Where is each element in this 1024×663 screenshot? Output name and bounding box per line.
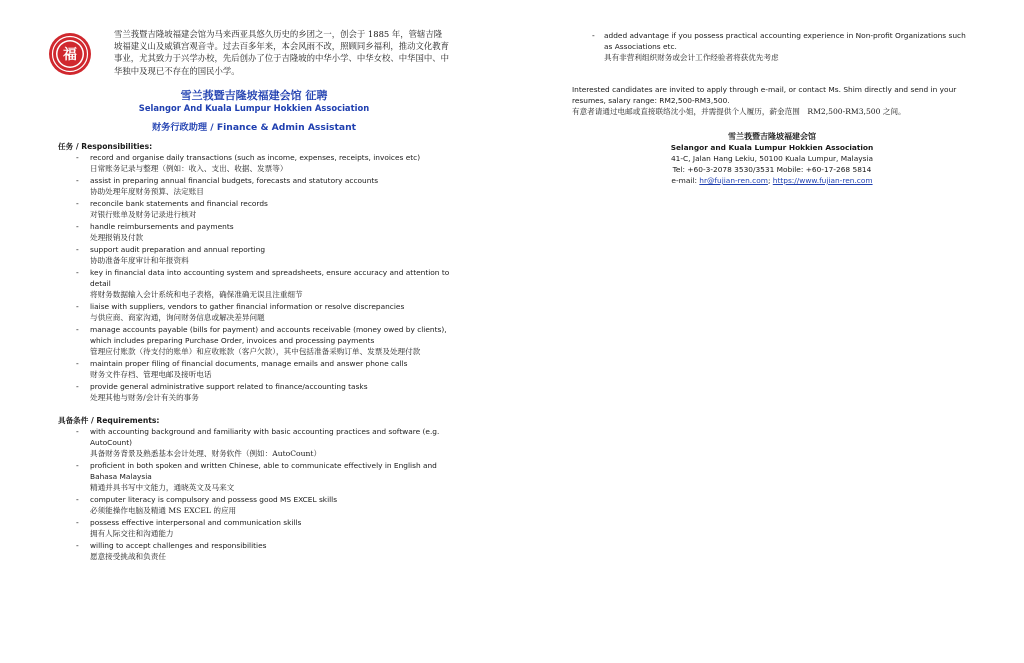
contact-address: 41-C, Jalan Hang Lekiu, 50100 Kuala Lumpur, Malaysia	[670, 154, 874, 163]
list-item: - manage accounts payable (bills for payment) and accounts receivable (money owed by clients), which includes preparing Purchase Order, invoices and processing payments 管理应付账款（待支付的账单）和应收账款（客户欠款），其中包括准备采购订单、发票及处理付款	[76, 324, 447, 356]
list-item: - provide general administrative support related to finance/accounting tasks 处理其他与财务/会计有关的事务	[76, 381, 368, 402]
intro-text: 雪兰莪暨吉隆坡福建会馆为马来西亚具悠久历史的乡团之一，创会于 1885 年，管辖吉隆坡福建义山及威镇宫观音寺。过去百多年来，本会风雨不改，照顾同乡福利，推动文化教育事业，尤其致力于兴学办校，先后创办了位于吉隆坡的中华小学、中华女校、中华国中、中华独中及现已不存在的国民小学。	[114, 29, 449, 76]
contact-block	[572, 130, 972, 186]
list-item: - maintain proper filing of financial documents, manage emails and answer phone calls 财务文件存档、管理电邮及接听电话	[76, 358, 408, 379]
advantage-cn: 具有非营利组织财务或会计工作经验者将获优先考虑	[604, 53, 779, 62]
responsibilities-title: 任务 / Responsibilities:	[58, 141, 153, 151]
requirements-list	[58, 426, 450, 563]
list-item: - support audit preparation and annual reporting 协助准备年度审计和年报资料	[76, 244, 266, 265]
apply-cn: 有意者请通过电邮或直接联络沈小姐，并需提供个人履历，薪金范围 RM2,500-RM3,500 之间。	[572, 107, 906, 116]
list-item: - assist in preparing annual financial budgets, forecasts and statutory accounts 协助处理年度财务预算、法定账目	[76, 175, 379, 196]
right-column	[572, 30, 972, 186]
contact-org-cn: 雪兰莪暨吉隆坡福建会馆	[728, 131, 816, 141]
advantage-en: added advantage if you possess practical accounting experience in Non-profit Organizations such as Associations etc.	[604, 31, 966, 51]
list-item: - record and organise daily transactions (such as income, expenses, receipts, invoices etc) 日常账务记录与整理（例如：收入、支出、收据、发票等）	[76, 152, 421, 173]
list-item: - liaise with suppliers, vendors to gather financial information or resolve discrepancies 与供应商、商家沟通，询问财务信息或解决差异问题	[76, 301, 405, 322]
heading-org-en: Selangor And Kuala Lumpur Hokkien Association	[138, 102, 370, 113]
heading-position	[58, 122, 450, 134]
left-column	[58, 28, 450, 563]
list-item: - willing to accept challenges and responsibilities 愿意接受挑战和负责任	[76, 540, 267, 561]
contact-org-en: Selangor and Kuala Lumpur Hokkien Association	[670, 143, 874, 152]
list-item: - handle reimbursements and payments 处理报销及付款	[76, 221, 234, 242]
apply-paragraph	[572, 84, 972, 118]
list-item: - computer literacy is compulsory and possess good MS EXCEL skills 必须能操作电脑及精通 MS EXCEL 的应用	[76, 494, 338, 515]
logo-glyph: 福	[63, 47, 77, 63]
position-en: Finance & Admin Assistant	[216, 121, 357, 133]
responsibilities-list	[58, 152, 450, 404]
position-separator: /	[207, 121, 217, 133]
requirements-title: 具备条件 / Requirements:	[58, 415, 160, 425]
list-item: - possess effective interpersonal and communication skills 拥有人际交往和沟通能力	[76, 517, 302, 538]
position-cn: 财务行政助理	[151, 121, 208, 133]
contact-links: e-mail: hr@fujian-ren.com; https://www.fujian-ren.com	[671, 176, 873, 185]
list-item: - reconcile bank statements and financial records 对银行账单及财务记录进行核对	[76, 198, 268, 219]
email-link[interactable]: hr@fujian-ren.com	[699, 176, 768, 185]
apply-en: Interested candidates are invited to apply through e-mail, or contact Ms. Shim directly and send in your resumes, salary range: RM2,500-RM3,500.	[572, 85, 957, 105]
association-logo-icon	[48, 32, 92, 76]
intro-block	[58, 28, 450, 77]
list-item: - added advantage if you possess practical accounting experience in Non-profit Organizations such as Associations etc. 具有非营利组织财务或会计工作经验者将获优先考虑	[572, 30, 972, 64]
list-item: - key in financial data into accounting system and spreadsheets, ensure accuracy and attention to detail 将财务数据输入会计系统和电子表格，确保准确无误且注重细节	[76, 267, 450, 299]
list-item: - proficient in both spoken and written Chinese, able to communicate effectively in English and Bahasa Malaysia 精通并具书写中文能力，通晓英文及马来文	[76, 460, 437, 492]
contact-phone: Tel: +60-3-2078 3530/3531 Mobile: +60-17-268 5814	[672, 165, 872, 174]
website-link[interactable]: https://www.fujian-ren.com	[772, 176, 873, 185]
list-item: - with accounting background and familiarity with basic accounting practices and software (e.g. AutoCount) 具备财务背景及熟悉基本会计处理、财务软件（例如：AutoCount）	[76, 426, 440, 458]
heading-org-cn: 雪兰莪暨吉隆坡福建会馆 征聘	[180, 88, 328, 102]
